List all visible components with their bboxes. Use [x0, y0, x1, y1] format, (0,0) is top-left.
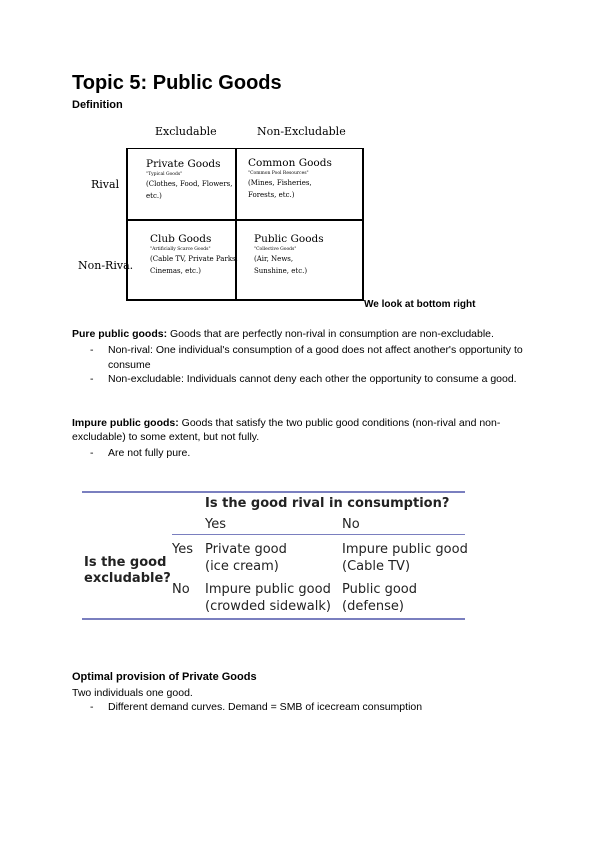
- grid-divider-horizontal: [128, 219, 362, 221]
- cell-name: Club Goods: [150, 233, 212, 245]
- table-header-rule: [172, 534, 465, 535]
- col-header-excludable: Excludable: [155, 125, 217, 138]
- page-title: Topic 5: Public Goods: [72, 72, 282, 94]
- cell-club-goods: [150, 233, 260, 277]
- impure-public-goods-text: Goods that satisfy the two public good conditions (non-rival and non-excludable) to some extent, but not fully.: [72, 417, 501, 443]
- cell-name: Public Goods: [254, 233, 324, 245]
- col-header-yes: Yes: [205, 517, 226, 532]
- definition-heading: Definition: [72, 99, 123, 111]
- list-item: - Non-rival: One individual's consumption of a good does not affect another's opportunity to consume: [90, 344, 523, 371]
- cell-no-no-line2: (defense): [342, 599, 404, 614]
- cell-name: Common Goods: [248, 157, 332, 169]
- pure-public-goods-text: Goods that are perfectly non-rival in consumption are non-excludable.: [167, 328, 494, 340]
- pure-public-goods-term: Pure public goods:: [72, 328, 168, 340]
- cell-no-yes-line2: (crowded sidewalk): [205, 599, 331, 614]
- goods-matrix-figure: [74, 122, 374, 307]
- cell-examples: (Cable TV, Private Parks, Cinemas, etc.): [150, 255, 238, 275]
- cell-subtitle: "Common Pool Resources": [248, 171, 309, 176]
- cell-examples: (Air, News, Sunshine, etc.): [254, 255, 308, 275]
- cell-subtitle: "Collective Goods": [254, 247, 297, 252]
- list-item: - Non-excludable: Individuals cannot deny each other the opportunity to consume a good.: [90, 373, 517, 385]
- cell-examples: (Clothes, Food, Flowers, etc.): [146, 180, 233, 200]
- row-header-yes: Yes: [172, 542, 193, 557]
- col-header-non-excludable: Non-Excludable: [257, 125, 346, 138]
- cell-name: Private Goods: [146, 158, 221, 170]
- rival-question: Is the good rival in consumption?: [205, 496, 450, 511]
- pure-public-goods-paragraph: [72, 327, 542, 341]
- row-header-rival: Rival: [91, 178, 120, 191]
- cell-yes-no-line2: (Cable TV): [342, 559, 411, 574]
- note-bottom-right: We look at bottom right: [364, 299, 476, 310]
- table-top-rule: [82, 491, 465, 493]
- matrix-grid: [126, 148, 364, 301]
- cell-no-yes-line1: Impure public good: [205, 582, 331, 597]
- row-header-non-rival: Non-Riva.: [78, 259, 134, 272]
- list-item: - Different demand curves. Demand = SMB of icecream consumption: [90, 701, 423, 713]
- col-header-no: No: [342, 517, 360, 532]
- cell-common-goods: [248, 157, 358, 201]
- excludable-question-line1: Is the good: [84, 555, 167, 570]
- cell-no-no-line1: Public good: [342, 582, 418, 597]
- cell-subtitle: "Typical Goods": [146, 172, 183, 177]
- rival-excludable-table: [74, 481, 480, 625]
- cell-subtitle: "Artificially Scarce Goods": [150, 247, 211, 252]
- cell-yes-yes-line2: (ice cream): [205, 559, 279, 574]
- cell-yes-yes-line1: Private good: [205, 542, 287, 557]
- list-item: - Are not fully pure.: [90, 447, 191, 459]
- table-bottom-rule: [82, 618, 465, 620]
- row-header-no: No: [172, 582, 190, 597]
- optimal-provision-heading: Optimal provision of Private Goods: [72, 671, 257, 683]
- cell-private-goods: [146, 158, 256, 202]
- cell-yes-no-line1: Impure public good: [342, 542, 468, 557]
- cell-public-goods: [254, 233, 364, 277]
- impure-public-goods-paragraph: [72, 416, 542, 444]
- optimal-provision-text: Two individuals one good.: [72, 687, 193, 699]
- cell-examples: (Mines, Fisheries, Forests, etc.): [248, 179, 312, 199]
- impure-public-goods-term: Impure public goods:: [72, 417, 179, 429]
- excludable-question-line2: excludable?: [84, 571, 171, 586]
